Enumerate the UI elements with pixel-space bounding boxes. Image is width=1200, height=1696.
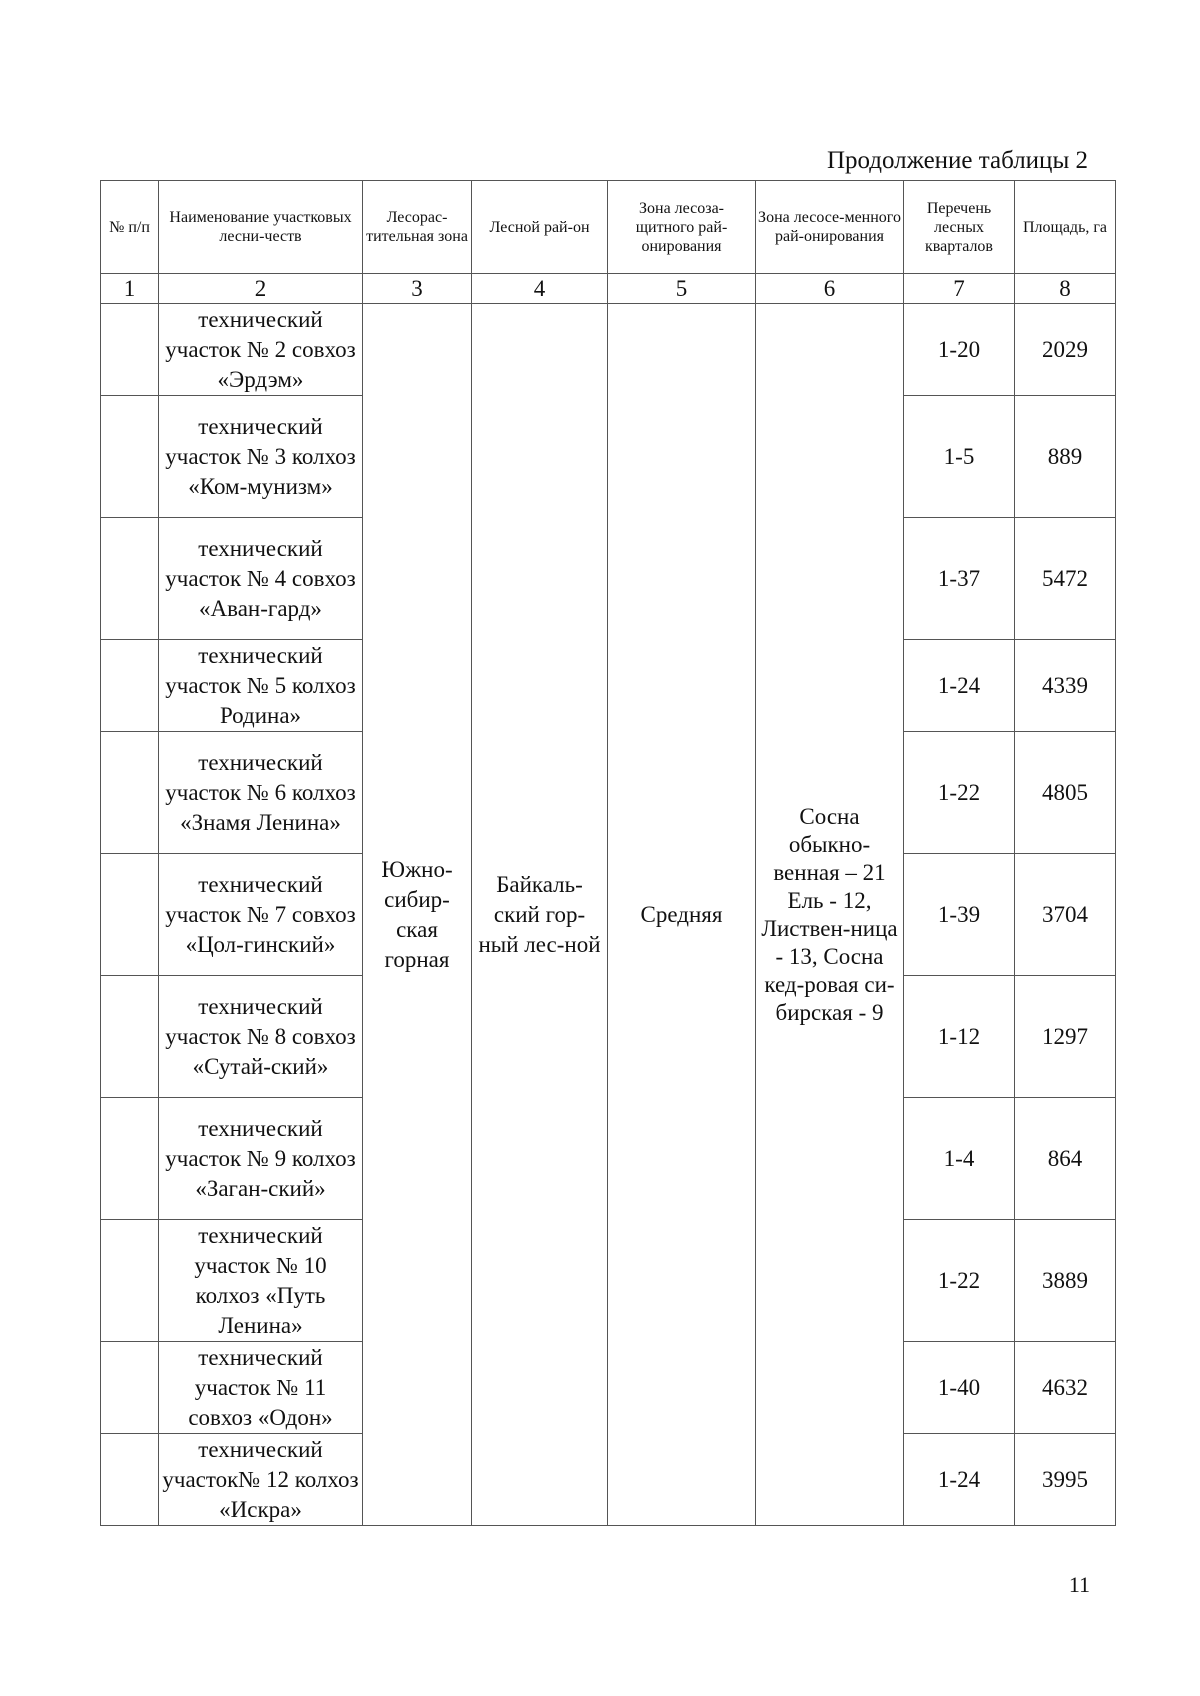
column-number-row (101, 274, 1116, 304)
row-number (101, 1342, 159, 1434)
quarters-cell: 1-24 (904, 640, 1015, 732)
header-seed-zone: Зона лесосе-менного рай-онирования (756, 181, 904, 274)
forestry-name: технический участок № 9 колхоз «Заган-ский» (159, 1098, 363, 1220)
quarters-cell: 1-22 (904, 1220, 1015, 1342)
header-number: № п/п (101, 181, 159, 274)
column-number: 1 (101, 274, 159, 304)
area-cell: 3995 (1015, 1434, 1116, 1526)
area-cell: 864 (1015, 1098, 1116, 1220)
area-cell: 4805 (1015, 732, 1116, 854)
quarters-cell: 1-5 (904, 396, 1015, 518)
row-number (101, 1220, 159, 1342)
header-forest-region: Лесной рай-он (472, 181, 608, 274)
forestry-name: технический участок № 3 колхоз «Ком-мунизм» (159, 396, 363, 518)
row-number (101, 640, 159, 732)
quarters-cell: 1-12 (904, 976, 1015, 1098)
forestry-name: технический участок № 10 колхоз «Путь Ленина» (159, 1220, 363, 1342)
table-row (101, 304, 1116, 396)
row-number (101, 396, 159, 518)
column-number: 3 (363, 274, 472, 304)
forestry-name: технический участок № 6 колхоз «Знамя Ленина» (159, 732, 363, 854)
quarters-cell: 1-39 (904, 854, 1015, 976)
forestry-name: технический участок № 4 совхоз «Аван-гард» (159, 518, 363, 640)
quarters-cell: 1-4 (904, 1098, 1015, 1220)
seed-zone-cell: Сосна обыкно-венная – 21 Ель - 12, Листвен-ница - 13, Сосна кед-ровая си-бирская - 9 (756, 304, 904, 1526)
quarters-cell: 1-37 (904, 518, 1015, 640)
area-cell: 1297 (1015, 976, 1116, 1098)
row-number (101, 304, 159, 396)
forest-region-cell: Байкаль-ский гор-ный лес-ной (472, 304, 608, 1526)
row-number (101, 1434, 159, 1526)
table-caption: Продолжение таблицы 2 (826, 147, 1088, 174)
page-number: 11 (1068, 1572, 1090, 1597)
forestry-name: технический участок № 7 совхоз «Цол-гинский» (159, 854, 363, 976)
quarters-cell: 1-40 (904, 1342, 1015, 1434)
area-cell: 5472 (1015, 518, 1116, 640)
row-number (101, 732, 159, 854)
header-area: Площадь, га (1015, 181, 1116, 274)
quarters-cell: 1-24 (904, 1434, 1015, 1526)
area-cell: 2029 (1015, 304, 1116, 396)
forestry-name: технический участок№ 12 колхоз «Искра» (159, 1434, 363, 1526)
column-number: 5 (608, 274, 756, 304)
forestry-name: технический участок № 2 совхоз «Эрдэм» (159, 304, 363, 396)
forestry-table (100, 180, 1116, 1526)
vegetation-zone-cell: Южно-сибир-ская горная (363, 304, 472, 1526)
row-number (101, 854, 159, 976)
area-cell: 4632 (1015, 1342, 1116, 1434)
column-number: 2 (159, 274, 363, 304)
header-row (101, 181, 1116, 274)
forestry-name: технический участок № 11 совхоз «Одон» (159, 1342, 363, 1434)
row-number (101, 518, 159, 640)
area-cell: 3704 (1015, 854, 1116, 976)
column-number: 6 (756, 274, 904, 304)
column-number: 8 (1015, 274, 1116, 304)
header-quarters: Перечень лесных кварталов (904, 181, 1015, 274)
quarters-cell: 1-22 (904, 732, 1015, 854)
header-forestry-name: Наименование участковых лесни-честв (159, 181, 363, 274)
area-cell: 3889 (1015, 1220, 1116, 1342)
protective-zone-cell: Средняя (608, 304, 756, 1526)
area-cell: 4339 (1015, 640, 1116, 732)
forestry-name: технический участок № 5 колхоз Родина» (159, 640, 363, 732)
column-number: 7 (904, 274, 1015, 304)
quarters-cell: 1-20 (904, 304, 1015, 396)
area-cell: 889 (1015, 396, 1116, 518)
forestry-name: технический участок № 8 совхоз «Сутай-ский» (159, 976, 363, 1098)
header-vegetation-zone: Лесорас-тительная зона (363, 181, 472, 274)
header-protective-zone: Зона лесоза-щитного рай-онирования (608, 181, 756, 274)
row-number (101, 1098, 159, 1220)
row-number (101, 976, 159, 1098)
column-number: 4 (472, 274, 608, 304)
